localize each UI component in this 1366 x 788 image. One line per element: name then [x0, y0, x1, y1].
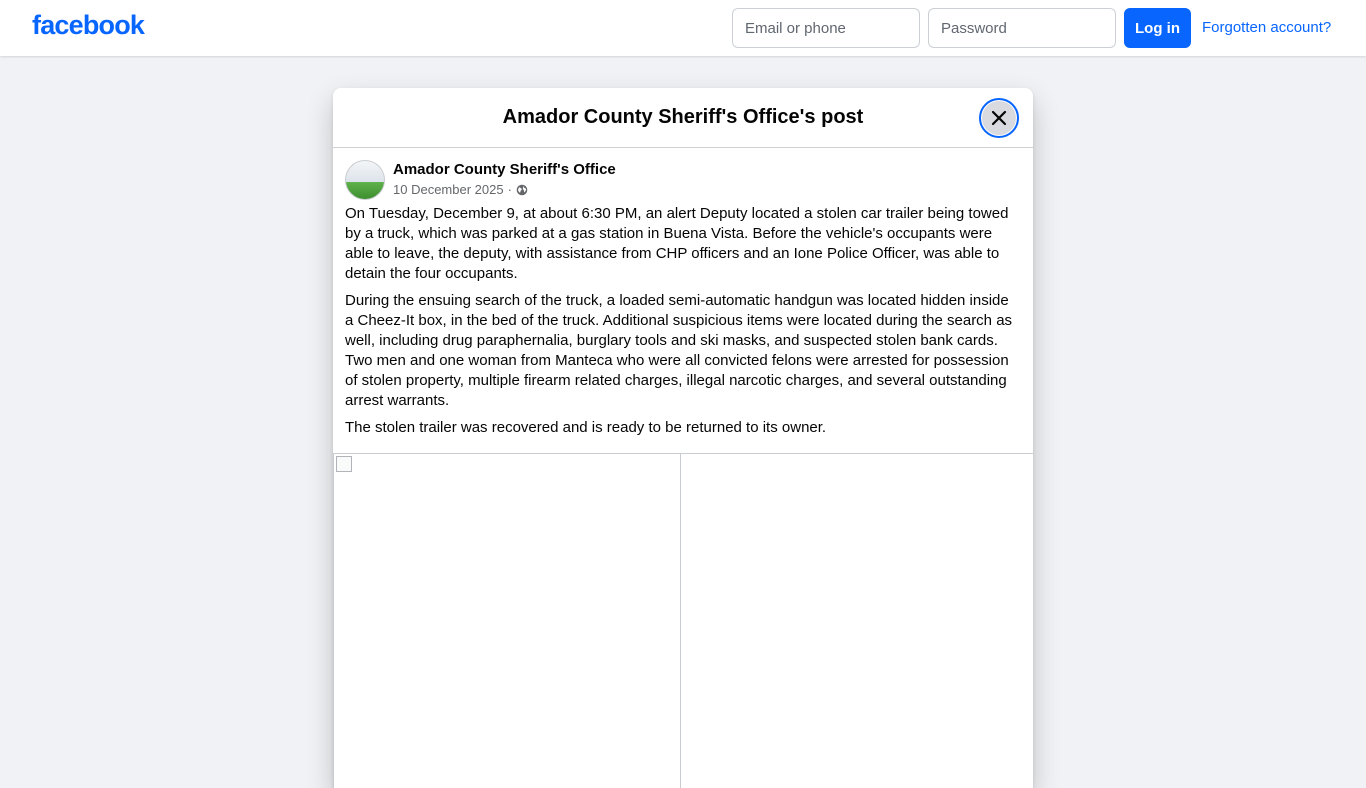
post-paragraph: On Tuesday, December 9, at about 6:30 PM, an alert Deputy located a stolen car trailer being towed by a truck, which was parked at a gas station in Buena Vista. Before the vehicle's occupants were able to leave, the deputy, with assistance from CHP officers and an Ione Police Officer, was able to detain the four occupants.	[345, 205, 1009, 282]
globe-icon	[516, 184, 528, 196]
facebook-logo[interactable]: facebook	[32, 10, 145, 40]
post-paragraph: The stolen trailer was recovered and is ready to be returned to its owner.	[345, 419, 827, 436]
post-date[interactable]: 10 December 2025	[393, 182, 504, 197]
password-input[interactable]	[928, 8, 1116, 48]
post-header	[333, 148, 1033, 200]
author-name[interactable]: Amador County Sheriff's Office	[393, 161, 616, 178]
dialog-title: Amador County Sheriff's Office's post	[502, 106, 864, 128]
top-navigation-bar	[0, 0, 1366, 56]
post-dialog	[333, 88, 1033, 788]
post-meta	[393, 182, 528, 197]
meta-separator: ·	[507, 182, 512, 197]
forgot-account-link[interactable]: Forgotten account?	[1202, 19, 1332, 36]
post-paragraph: During the ensuing search of the truck, a loaded semi-automatic handgun was located hidden inside a Cheez-It box, in the bed of the truck. Additional suspicious items were located during the search as well, including drug paraphernalia, burglary tools and ski masks, and suspected stolen bank cards. Two men and one woman from Manteca who were all convicted felons were arrested for possession of stolen property, multiple firearm related charges, illegal narcotic charges, and several outstanding arrest warrants.	[345, 292, 1013, 409]
post-text	[333, 200, 1033, 438]
close-icon	[991, 110, 1007, 126]
post-photo[interactable]	[681, 454, 1033, 788]
avatar[interactable]	[345, 160, 385, 200]
login-button[interactable]: Log in	[1124, 8, 1191, 48]
broken-image-icon	[336, 456, 352, 472]
close-button[interactable]	[979, 98, 1019, 138]
photo-grid	[333, 453, 1033, 788]
dialog-header	[333, 88, 1033, 148]
post-photo[interactable]	[333, 454, 681, 788]
email-input[interactable]	[732, 8, 920, 48]
